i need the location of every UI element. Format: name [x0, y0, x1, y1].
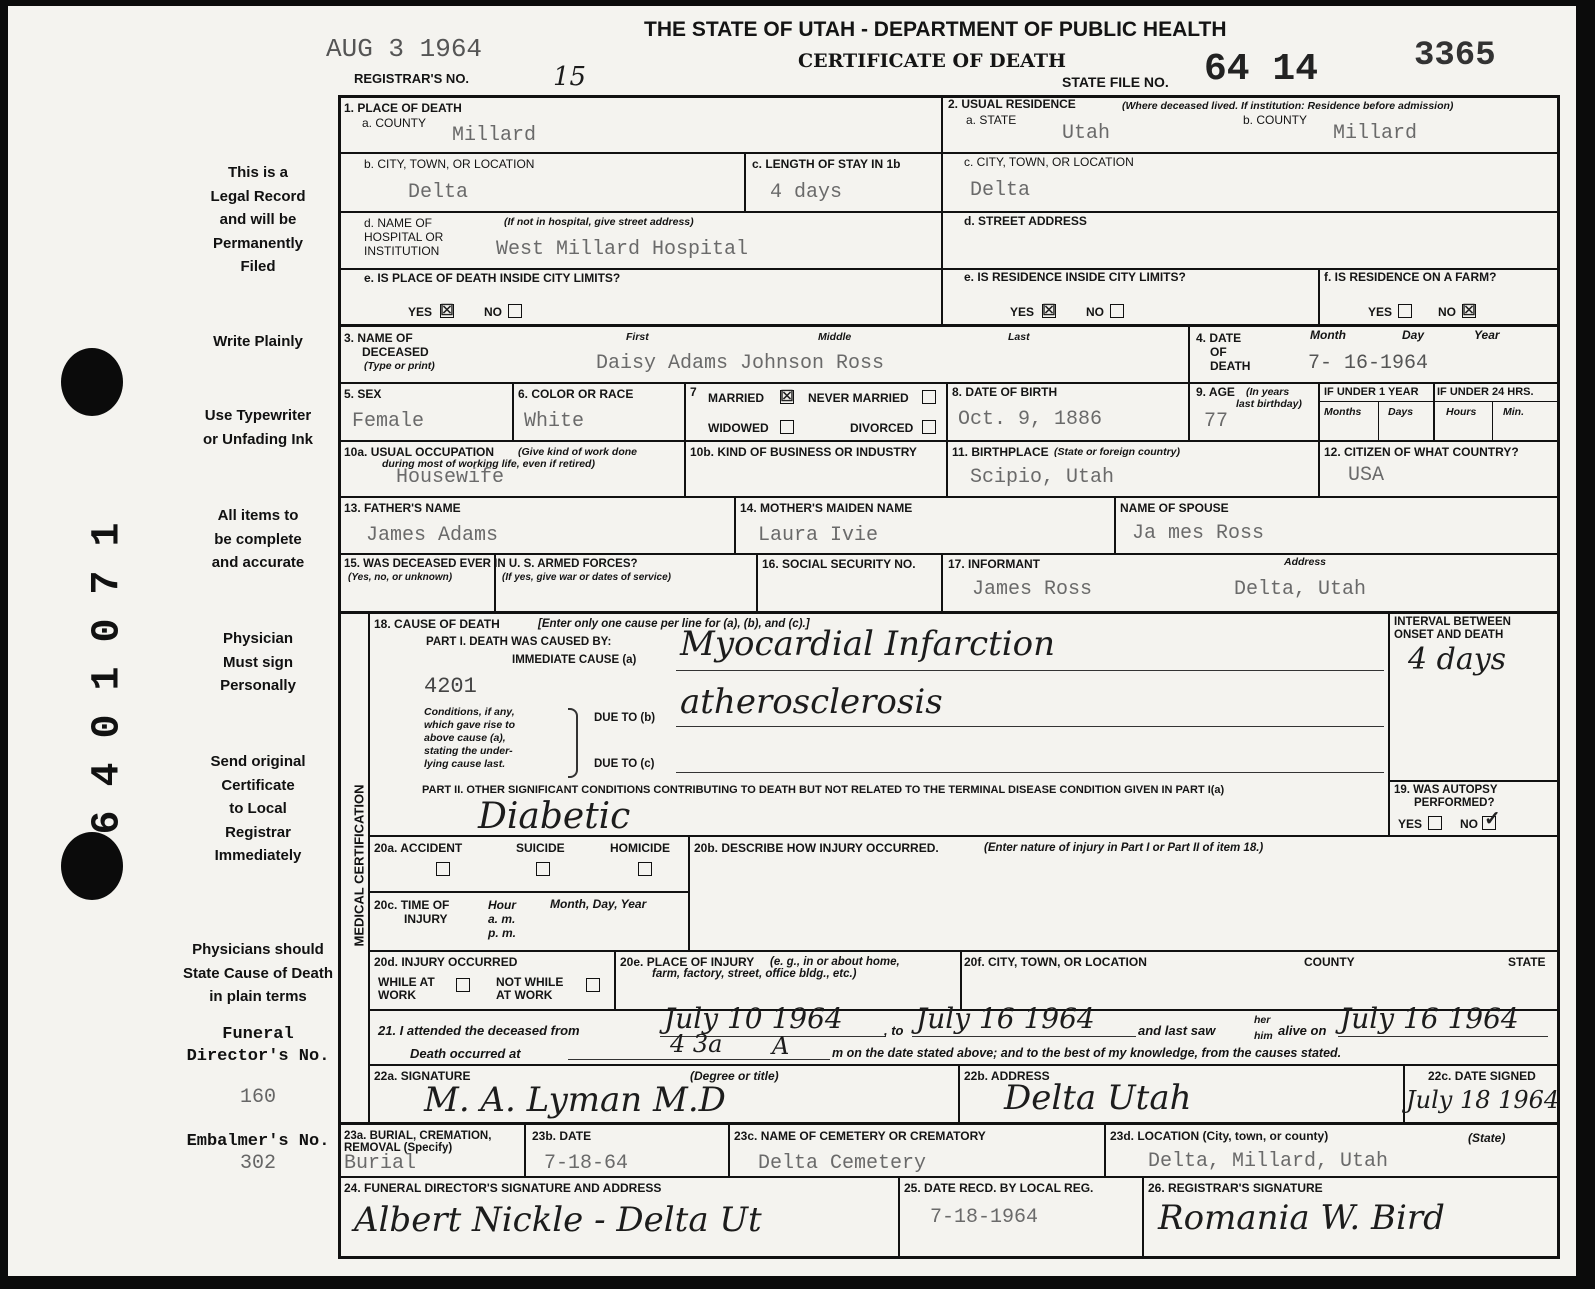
- hour-label: Hour a. m. p. m.: [488, 898, 517, 940]
- cause-code: 4201: [424, 674, 477, 699]
- death-certificate: [8, 6, 1576, 1276]
- race-value: White: [524, 410, 585, 433]
- due-to-b-label: DUE TO (b): [594, 712, 656, 724]
- autopsy-no-mark: ✓: [1484, 808, 1501, 830]
- first-name-label: First: [626, 331, 649, 343]
- inside-city-no-checkbox[interactable]: [508, 304, 522, 318]
- residence-inside-city-label: e. IS RESIDENCE INSIDE CITY LIMITS?: [964, 270, 1186, 284]
- registrar-signature-label: 26. REGISTRAR'S SIGNATURE: [1148, 1181, 1323, 1195]
- conditions-note: Conditions, if any, which gave rise to above cause (a), stating the under- lying cause last.: [424, 706, 516, 770]
- residence-county-label: b. COUNTY: [1243, 113, 1308, 127]
- inside-city-label: e. IS PLACE OF DEATH INSIDE CITY LIMITS?: [364, 271, 621, 285]
- medical-certification-label: MEDICAL CERTIFICATION: [351, 784, 367, 947]
- death-occurred-label: Death occurred at: [410, 1046, 521, 1061]
- death-city-value: Delta: [408, 181, 469, 204]
- due-to-c-label: DUE TO (c): [594, 758, 655, 770]
- never-married-label: NEVER MARRIED: [808, 391, 909, 405]
- physician-address-value: Delta Utah: [1004, 1078, 1192, 1118]
- last-saw-label: and last saw: [1138, 1023, 1216, 1038]
- homicide-checkbox[interactable]: [638, 862, 652, 876]
- middle-name-label: Middle: [818, 331, 852, 343]
- alive-on-label: alive on: [1278, 1023, 1327, 1038]
- sex-value: Female: [352, 410, 425, 433]
- injury-occurred-label: 20d. INJURY OCCURRED: [374, 955, 518, 969]
- never-married-checkbox[interactable]: [922, 390, 936, 404]
- suicide-label: SUICIDE: [516, 841, 565, 855]
- state-file-number: 64 14: [1204, 48, 1319, 91]
- armed-forces-note: (Yes, no, or unknown): [348, 572, 453, 583]
- time-of-injury-label: 20c. TIME OF INJURY: [374, 898, 450, 926]
- certificate-title: THE STATE OF UTAH - DEPARTMENT OF PUBLIC HEALTH: [644, 18, 1227, 41]
- death-time-value: 4 3a: [670, 1030, 723, 1058]
- informant-label: 17. INFORMANT: [948, 557, 1041, 571]
- widowed-checkbox[interactable]: [780, 420, 794, 434]
- autopsy-yes-checkbox[interactable]: [1428, 816, 1442, 830]
- send-original-note: Send original Certificate to Local Registrar Immediately: [210, 753, 306, 864]
- citizen-label: 12. CITIZEN OF WHAT COUNTRY?: [1324, 445, 1519, 459]
- farm-yes-label: YES: [1368, 305, 1393, 319]
- residence-note: (Where deceased lived. If institution: Residence before admission): [1122, 100, 1454, 112]
- year-label: Year: [1474, 328, 1500, 342]
- name-label: 3. NAME OF DECEASED: [344, 331, 429, 359]
- spouse-label: NAME OF SPOUSE: [1120, 501, 1229, 515]
- divorced-checkbox[interactable]: [922, 420, 936, 434]
- not-while-at-work-checkbox[interactable]: [586, 978, 600, 992]
- days-label: Days: [1388, 406, 1414, 418]
- farm-no-mark: ☒: [1462, 302, 1476, 319]
- suicide-checkbox[interactable]: [536, 862, 550, 876]
- occupation-value: Housewife: [396, 466, 505, 489]
- interval-label: INTERVAL BETWEEN ONSET AND DEATH: [1394, 616, 1511, 641]
- month-day-year-label: Month, Day, Year: [550, 897, 647, 911]
- part-2-label: PART II. OTHER SIGNIFICANT CONDITIONS CONTRIBUTING TO DEATH BUT NOT RELATED TO THE TERMINAL DISEASE CONDITION GIVEN IN PART I(a): [422, 784, 1225, 796]
- physician-note: Physician Must sign Personally: [220, 630, 296, 694]
- day-label: Day: [1402, 328, 1425, 342]
- minutes-label: Min.: [1503, 406, 1524, 418]
- injury-description-label: 20b. DESCRIBE HOW INJURY OCCURRED.: [694, 841, 939, 855]
- part-2-value: Diabetic: [478, 796, 631, 837]
- inside-city-yes-mark: ☒: [440, 302, 454, 319]
- age-label: 9. AGE: [1196, 385, 1235, 399]
- length-of-stay-value: 4 days: [770, 181, 843, 204]
- certificate-number: 3365: [1414, 37, 1496, 75]
- complete-note: All items to be complete and accurate: [211, 507, 305, 571]
- typewriter-note: Use Typewriter or Unfading Ink: [203, 407, 313, 448]
- residence-inside-no-checkbox[interactable]: [1110, 304, 1124, 318]
- place-of-death-label: 1. PLACE OF DEATH: [344, 101, 462, 115]
- city-label: b. CITY, TOWN, OR LOCATION: [364, 157, 535, 171]
- last-name-label: Last: [1008, 331, 1030, 343]
- marital-item-label: 7: [690, 385, 697, 399]
- married-mark: ☒: [780, 388, 794, 405]
- county-label: a. COUNTY: [362, 116, 427, 130]
- signature-label: 22a. SIGNATURE: [374, 1069, 471, 1083]
- residence-state-value: Utah: [1062, 122, 1111, 145]
- hospital-value: West Millard Hospital: [496, 238, 749, 261]
- not-while-at-work-label: NOT WHILE AT WORK: [496, 975, 564, 1002]
- farm-label: f. IS RESIDENCE ON A FARM?: [1324, 270, 1497, 284]
- informant-value: James Ross: [972, 578, 1093, 601]
- hours-label: Hours: [1446, 406, 1477, 418]
- autopsy-no-label: NO: [1460, 817, 1478, 831]
- funeral-director-signature-label: 24. FUNERAL DIRECTOR'S SIGNATURE AND ADDRESS: [344, 1181, 662, 1195]
- occupation-label: 10a. USUAL OCCUPATION: [344, 445, 495, 459]
- cemetery-label: 23c. NAME OF CEMETERY OR CREMATORY: [734, 1129, 986, 1143]
- date-of-death-value: 7- 16-1964: [1308, 352, 1429, 375]
- burial-value: Burial: [344, 1152, 417, 1175]
- age-value: 77: [1204, 410, 1229, 433]
- age-note: (In years last birthday): [1236, 386, 1302, 410]
- autopsy-yes-label: YES: [1398, 817, 1423, 831]
- burial-date-label: 23b. DATE: [532, 1129, 592, 1143]
- usual-residence-label: 2. USUAL RESIDENCE: [948, 97, 1076, 111]
- certificate-subtitle: CERTIFICATE OF DEATH: [798, 50, 1066, 72]
- immediate-cause-label: IMMEDIATE CAUSE (a): [512, 654, 637, 666]
- birthplace-note: (State or foreign country): [1054, 446, 1181, 458]
- embalmer-number: 302: [239, 1152, 276, 1175]
- death-meridiem-value: A: [772, 1032, 790, 1060]
- under-24-hrs-label: IF UNDER 24 HRS.: [1437, 386, 1534, 398]
- burial-date-value: 7-18-64: [544, 1152, 629, 1175]
- length-of-stay-label: c. LENGTH OF STAY IN 1b: [752, 157, 901, 171]
- type-print-note: (Type or print): [364, 360, 435, 372]
- injury-description-note: (Enter nature of injury in Part I or Part II of item 18.): [984, 842, 1264, 854]
- date-of-birth-label: 8. DATE OF BIRTH: [952, 385, 1058, 399]
- vertical-file-number: 6 4 0 1 0 7 1: [85, 522, 131, 835]
- registrar-label: REGISTRAR'S NO.: [354, 71, 470, 86]
- informant-address-value: Delta, Utah: [1234, 578, 1367, 601]
- funeral-director-label: Funeral Director's No.: [186, 1025, 330, 1066]
- armed-forces-label: 15. WAS DECEASED EVER IN U. S. ARMED FORCES?: [344, 558, 638, 570]
- date-of-birth-value: Oct. 9, 1886: [958, 408, 1103, 431]
- hospital-label: d. NAME OF HOSPITAL OR INSTITUTION: [364, 216, 444, 258]
- attended-to-label: , to: [884, 1023, 904, 1038]
- informant-address-label: Address: [1284, 556, 1327, 568]
- hospital-note: (If not in hospital, give street address): [504, 216, 694, 228]
- divorced-label: DIVORCED: [850, 421, 914, 435]
- her-label: her: [1254, 1014, 1271, 1026]
- farm-yes-checkbox[interactable]: [1398, 304, 1412, 318]
- injury-city-label: 20f. CITY, TOWN, OR LOCATION: [964, 955, 1147, 969]
- write-plainly-note: Write Plainly: [213, 333, 303, 350]
- burial-label: 23a. BURIAL, CREMATION, REMOVAL (Specify): [344, 1130, 492, 1154]
- months-label: Months: [1324, 406, 1362, 418]
- residence-inside-no-label: NO: [1086, 305, 1104, 319]
- date-signed-value: July 18 1964: [1406, 1086, 1560, 1114]
- registrar-signature: Romania W. Bird: [1158, 1198, 1445, 1238]
- registrar-number: 15: [553, 62, 587, 92]
- race-label: 6. COLOR OR RACE: [518, 387, 634, 401]
- residence-city-label: c. CITY, TOWN, OR LOCATION: [964, 155, 1134, 169]
- injury-county-label: COUNTY: [1304, 955, 1355, 969]
- farm-no-label: NO: [1438, 305, 1456, 319]
- attended-to-value: July 16 1964: [916, 1002, 1095, 1035]
- cemetery-value: Delta Cemetery: [758, 1152, 927, 1175]
- attended-from-value: July 10 1964: [664, 1002, 843, 1035]
- while-at-work-label: WHILE AT WORK: [378, 975, 435, 1002]
- last-saw-value: July 16 1964: [1340, 1002, 1519, 1035]
- while-at-work-checkbox[interactable]: [456, 978, 470, 992]
- married-label: MARRIED: [708, 391, 764, 405]
- accident-label: 20a. ACCIDENT: [374, 841, 463, 855]
- degree-label: (Degree or title): [690, 1069, 779, 1083]
- inside-city-yes-label: YES: [408, 305, 433, 319]
- attended-label: 21. I attended the deceased from: [378, 1023, 580, 1038]
- cause-of-death-note: Physicians should State Cause of Death in plain terms: [182, 941, 334, 1005]
- inside-city-no-label: NO: [484, 305, 502, 319]
- birthplace-label: 11. BIRTHPLACE: [952, 445, 1049, 459]
- birthplace-value: Scipio, Utah: [970, 466, 1115, 489]
- punch-hole-top: [61, 348, 123, 416]
- location-label: 23d. LOCATION (City, town, or county): [1110, 1129, 1329, 1143]
- accident-checkbox[interactable]: [436, 862, 450, 876]
- physician-address-label: 22b. ADDRESS: [964, 1069, 1050, 1083]
- spouse-value: Ja mes Ross: [1132, 522, 1265, 545]
- place-of-injury-note: (e. g., in or about home, farm, factory, street, office bldg., etc.): [652, 956, 900, 980]
- due-to-b-value: atherosclerosis: [680, 682, 943, 722]
- sex-label: 5. SEX: [344, 387, 382, 401]
- residence-inside-yes-mark: ☒: [1042, 302, 1056, 319]
- embalmer-label: Embalmer's No.: [186, 1132, 330, 1151]
- injury-state-label: STATE: [1508, 955, 1546, 969]
- conditions-bracket: [568, 708, 578, 778]
- received-date-stamp: AUG 3 1964: [326, 34, 483, 64]
- widowed-label: WIDOWED: [708, 421, 769, 435]
- funeral-director-number: 160: [239, 1086, 276, 1109]
- date-signed-label: 22c. DATE SIGNED: [1428, 1069, 1536, 1083]
- occupation-note: (Give kind of work done during most of working life, even if retired): [382, 446, 638, 470]
- funeral-director-signature: Albert Nickle - Delta Ut: [354, 1200, 762, 1240]
- cause-of-death-label: 18. CAUSE OF DEATH: [374, 617, 500, 631]
- interval-value: 4 days: [1408, 642, 1507, 677]
- physician-signature: M. A. Lyman M.D: [424, 1080, 726, 1120]
- citizen-value: USA: [1348, 464, 1385, 487]
- part-1-label: PART I. DEATH WAS CAUSED BY:: [426, 636, 612, 648]
- armed-forces-service-note: (If yes, give war or dates of service): [502, 572, 671, 583]
- death-county-value: Millard: [452, 124, 537, 147]
- business-label: 10b. KIND OF BUSINESS OR INDUSTRY: [690, 445, 917, 459]
- deceased-name-value: Daisy Adams Johnson Ross: [596, 352, 885, 375]
- immediate-cause-value: Myocardial Infarction: [680, 624, 1056, 664]
- location-state-label: (State): [1468, 1131, 1506, 1145]
- month-label: Month: [1310, 328, 1346, 342]
- legal-record-note: This is a Legal Record and will be Permanently Filed: [210, 164, 306, 275]
- date-received-value: 7-18-1964: [930, 1206, 1039, 1229]
- homicide-label: HOMICIDE: [610, 841, 670, 855]
- location-value: Delta, Millard, Utah: [1148, 1150, 1389, 1173]
- date-received-label: 25. DATE RECD. BY LOCAL REG.: [904, 1181, 1094, 1195]
- cause-of-death-note: [Enter only one cause per line for (a), (b), and (c).]: [538, 618, 810, 630]
- autopsy-label: 19. WAS AUTOPSY PERFORMED?: [1394, 784, 1498, 809]
- date-of-death-label: 4. DATE OF DEATH: [1196, 331, 1251, 373]
- under-1-year-label: IF UNDER 1 YEAR: [1324, 386, 1419, 398]
- father-label: 13. FATHER'S NAME: [344, 501, 461, 515]
- residence-county-value: Millard: [1333, 122, 1418, 145]
- residence-inside-yes-label: YES: [1010, 305, 1035, 319]
- mother-label: 14. MOTHER'S MAIDEN NAME: [740, 501, 913, 515]
- ssn-label: 16. SOCIAL SECURITY NO.: [762, 557, 916, 571]
- street-address-label: d. STREET ADDRESS: [964, 214, 1087, 228]
- place-of-injury-label: 20e. PLACE OF INJURY: [620, 955, 755, 969]
- death-statement-label: m on the date stated above; and to the best of my knowledge, from the causes stated.: [832, 1046, 1342, 1060]
- mother-value: Laura Ivie: [758, 524, 879, 547]
- him-label: him: [1254, 1030, 1273, 1042]
- father-value: James Adams: [366, 524, 499, 547]
- state-label: a. STATE: [966, 113, 1017, 127]
- state-file-label: STATE FILE NO.: [1062, 74, 1169, 90]
- residence-city-value: Delta: [970, 179, 1031, 202]
